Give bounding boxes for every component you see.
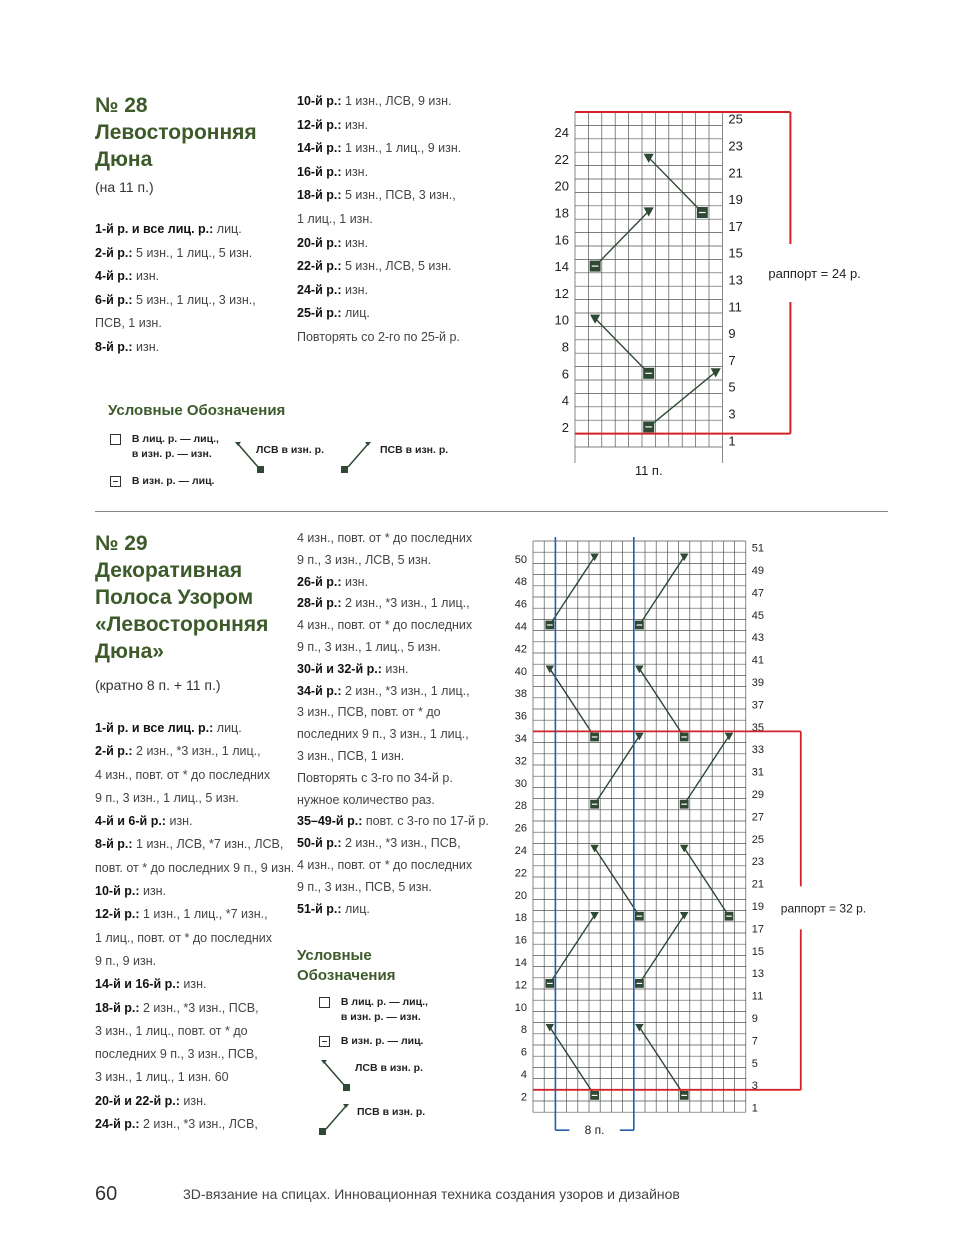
pattern-29-instructions-col2 [297, 528, 489, 920]
row-label: 25 [751, 833, 765, 846]
instruction-row-label: 50-й р.: [297, 836, 342, 851]
legend-29-knit-line1: В лиц. р. — лиц., [340, 996, 428, 1008]
row-label: 29 [751, 789, 765, 801]
instruction-row-label: 12-й р.: [95, 907, 140, 922]
purl-square-icon [319, 1036, 330, 1047]
row-label: 12 [554, 285, 569, 301]
row-label: 41 [751, 654, 765, 667]
instruction-row-text: 1 изн., 1 лиц., 9 изн. [341, 141, 462, 156]
instruction-row [297, 572, 489, 594]
instruction-row-text: лиц. [213, 222, 242, 236]
instruction-row-label: 22-й р.: [297, 259, 342, 274]
row-label: 14 [514, 957, 527, 969]
instruction-row-text: изн. [341, 574, 369, 589]
row-label: 7 [728, 352, 736, 368]
instruction-row-label: 30-й и 32-й р.: [297, 661, 382, 676]
row-label: 15 [728, 245, 743, 261]
instruction-row [95, 1020, 294, 1043]
row-label: 24 [514, 845, 527, 857]
instruction-row-text: 4 изн., повт. от * до последних [297, 531, 473, 545]
instruction-row-text: изн. [179, 1093, 207, 1108]
cross-line [639, 915, 684, 983]
row-label: 16 [554, 232, 569, 248]
instruction-row-label: 10-й р.: [95, 884, 140, 899]
legend-29-purl [319, 1034, 423, 1049]
instruction-row [95, 764, 294, 787]
instruction-row [297, 877, 489, 899]
instruction-row-label: 18-й р.: [297, 188, 342, 203]
instruction-row-text: 1 изн., ЛСВ, 9 изн. [341, 94, 452, 108]
instruction-row-label: 10-й р.: [297, 94, 342, 108]
pattern-28-number: № 28 [95, 94, 148, 117]
row-label: 22 [554, 151, 569, 167]
instruction-row-text: 1 лиц., 1 изн. [297, 211, 373, 226]
instruction-row-text: изн. [132, 339, 160, 354]
row-label: 24 [554, 125, 569, 141]
row-label: 42 [514, 643, 527, 656]
instruction-row [95, 880, 294, 903]
instruction-row-text: 5 изн., 1 лиц., 5 изн. [132, 245, 253, 260]
instruction-row [95, 833, 294, 856]
row-label: 4 [520, 1069, 527, 1081]
row-label: 17 [728, 218, 743, 234]
instruction-row [95, 218, 256, 242]
instruction-row-label: 2-й р.: [95, 245, 133, 260]
cross-line [550, 1027, 595, 1095]
instruction-row-label: 1-й р. и все лиц. р.: [95, 222, 214, 236]
instruction-row [297, 855, 489, 877]
lsv-symbol-icon [318, 1058, 358, 1094]
pattern-28-title-line1: Левосторонняя [95, 121, 257, 144]
instruction-row-text: Повторять с 3-го по 34-й р. [297, 770, 453, 785]
instruction-row [297, 161, 461, 185]
instruction-row-text: нужное количество раз. [297, 792, 435, 807]
row-label: 8 [561, 339, 569, 355]
instruction-row [95, 810, 294, 833]
row-label: 15 [751, 945, 765, 958]
pattern-29-number: № 29 [95, 532, 148, 555]
row-label: 5 [728, 379, 736, 395]
instruction-row [95, 289, 256, 313]
cross-line [639, 669, 684, 737]
row-label: 35 [751, 721, 765, 734]
instruction-row-text: изн. [139, 884, 167, 899]
legend-28-psv: ПСВ в изн. р. [380, 444, 449, 456]
row-label: 6 [561, 366, 569, 382]
row-label: 13 [751, 968, 765, 981]
instruction-row [297, 137, 461, 161]
row-label: 22 [514, 867, 527, 880]
pattern-28-legend-title: Условные Обозначения [108, 402, 286, 419]
instruction-row-label: 34-й р.: [297, 683, 342, 698]
instruction-row-text: изн. [165, 814, 193, 829]
row-label: 23 [751, 856, 765, 869]
pattern-29-instructions-col1 [95, 717, 294, 1136]
row-label: 18 [554, 205, 569, 221]
instruction-row-text: последних 9 п., 3 изн., ПСВ, [95, 1047, 258, 1062]
row-label: 49 [751, 565, 765, 577]
instruction-row-label: 35–49-й р.: [297, 814, 363, 829]
row-label: 4 [561, 393, 569, 409]
instruction-row [297, 637, 489, 659]
pattern-29-legend-title-line2: Обозначения [297, 967, 396, 984]
purl-square-icon [110, 476, 121, 487]
instruction-row-text: 5 изн., ЛСВ, 5 изн. [341, 259, 452, 274]
instruction-row-text: повт. от * до последних 9 п., 9 изн. [95, 860, 295, 875]
row-label: 21 [751, 878, 765, 891]
psv-symbol-icon [338, 440, 378, 476]
instruction-row-text: 4 изн., повт. от * до последних [297, 857, 473, 872]
cross-line [595, 736, 640, 804]
repeat-label: раппорт = 32 р. [780, 901, 867, 916]
instruction-row-label: 4-й р.: [95, 269, 133, 284]
row-label: 3 [751, 1080, 758, 1093]
instruction-row-label: 24-й р.: [297, 282, 342, 297]
instruction-row-text: 2 изн., *3 изн., 1 лиц., [341, 596, 470, 611]
instruction-row-text: 2 изн., *3 изн., 1 лиц., [341, 683, 470, 698]
instruction-row [95, 717, 294, 740]
instruction-row-label: 6-й р.: [95, 292, 133, 307]
row-label: 48 [514, 576, 527, 589]
instruction-row [297, 768, 489, 790]
row-label: 19 [751, 901, 765, 913]
pattern-29-chart [500, 530, 900, 1140]
instruction-row [297, 681, 489, 703]
cross-line [684, 848, 729, 916]
pattern-28-chart [540, 100, 900, 480]
instruction-row [297, 255, 461, 279]
row-label: 8 [520, 1024, 527, 1037]
cross-line [550, 557, 595, 625]
row-label: 44 [514, 621, 527, 633]
row-label: 2 [561, 419, 569, 435]
row-label: 23 [728, 138, 743, 154]
row-label: 17 [751, 923, 765, 936]
row-label: 25 [728, 111, 743, 127]
instruction-row-label: 20-й и 22-й р.: [95, 1093, 180, 1108]
instruction-row [297, 702, 489, 724]
instruction-row [95, 997, 294, 1020]
instruction-row-label: 20-й р.: [297, 235, 342, 250]
row-label: 43 [751, 632, 765, 645]
cross-line [595, 848, 640, 916]
instruction-row-text: изн. [132, 269, 160, 284]
instruction-row-text: 2 изн., *3 изн., 1 лиц., [132, 744, 261, 759]
row-label: 14 [554, 259, 569, 275]
instruction-row-text: изн. [341, 282, 369, 297]
instruction-row-text: 3 изн., 1 лиц., повт. от * до [95, 1023, 248, 1038]
instruction-row [95, 242, 256, 266]
row-label: 2 [520, 1091, 527, 1104]
pattern-29-title-line3: «Левосторонняя [95, 613, 269, 636]
instruction-row-text: изн. [381, 661, 409, 676]
instruction-row-text: изн. [341, 235, 369, 250]
row-label: 32 [514, 755, 527, 768]
instruction-row-text: Повторять со 2-го по 25-й р. [297, 329, 460, 344]
instruction-row-text: 2 изн., *3 изн., ПСВ, [341, 836, 461, 851]
instruction-row [95, 927, 294, 950]
row-label: 39 [751, 677, 765, 689]
instruction-row [297, 833, 489, 855]
instruction-row [297, 279, 461, 303]
instruction-row-text: 9 п., 3 изн., ПСВ, 5 изн. [297, 879, 432, 894]
legend-29-purl-label: В изн. р. — лиц. [340, 1035, 424, 1047]
instruction-row [297, 593, 489, 615]
instruction-row [95, 1043, 294, 1066]
legend-29-knit-line2: в изн. р. — изн. [340, 1011, 421, 1023]
psv-symbol-icon [316, 1102, 356, 1138]
instruction-row [95, 1090, 294, 1113]
instruction-row [297, 208, 461, 232]
instruction-row-label: 26-й р.: [297, 574, 342, 589]
instruction-row-label: 25-й р.: [297, 306, 342, 321]
legend-28-lsv: ЛСВ в изн. р. [256, 444, 325, 456]
row-label: 11 [728, 299, 742, 315]
cross-line [550, 669, 595, 737]
instruction-row-text: 9 п., 3 изн., ЛСВ, 5 изн. [297, 552, 432, 567]
cross-line [639, 1027, 684, 1095]
instruction-row-label: 14-й р.: [297, 141, 342, 156]
row-label: 13 [728, 272, 743, 288]
row-label: 34 [514, 733, 527, 745]
cross-end-triangle [711, 368, 721, 377]
instruction-row-text: 3 изн., 1 лиц., 1 изн. 60 [95, 1070, 229, 1085]
legend-28-purl-label: В изн. р. — лиц. [131, 475, 215, 487]
row-label: 30 [514, 777, 527, 790]
instruction-row-text: изн. [341, 117, 369, 132]
instruction-row-text: ПСВ, 1 изн. [95, 316, 162, 331]
instruction-row-text: 9 п., 3 изн., 1 лиц., 5 изн. [297, 639, 441, 654]
instruction-row [297, 528, 489, 550]
legend-28-knit [110, 432, 219, 462]
row-label: 5 [751, 1057, 758, 1070]
cross-line [684, 736, 729, 804]
instruction-row [297, 90, 461, 114]
pattern-28-instructions-col1 [95, 218, 256, 360]
instruction-row [297, 659, 489, 681]
chart-width-label: 11 п. [634, 463, 663, 478]
instruction-row-label: 8-й р.: [95, 339, 133, 354]
row-label: 38 [514, 688, 527, 701]
instruction-row [297, 724, 489, 746]
row-label: 6 [520, 1046, 527, 1059]
instruction-row [297, 615, 489, 637]
instruction-row [297, 899, 489, 921]
instruction-row-text: 2 изн., *3 изн., ПСВ, [139, 1000, 259, 1015]
instruction-row-label: 1-й р. и все лиц. р.: [95, 721, 214, 735]
instruction-row-label: 14-й и 16-й р.: [95, 977, 180, 992]
instruction-row-text: 4 изн., повт. от * до последних [95, 767, 271, 782]
instruction-row-label: 24-й р.: [95, 1117, 140, 1132]
instruction-row [95, 265, 256, 289]
pattern-28-title-line2: Дюна [95, 148, 153, 171]
instruction-row [95, 336, 256, 360]
section-divider [95, 511, 888, 512]
row-label: 20 [554, 178, 569, 194]
instruction-row [297, 114, 461, 138]
row-label: 19 [728, 192, 743, 208]
instruction-row-text: изн. [179, 977, 207, 992]
pattern-29-stitches: (кратно 8 п. + 11 п.) [95, 677, 221, 693]
pattern-29-title-line1: Декоративная [95, 559, 243, 582]
instruction-row-text: лиц. [341, 306, 370, 321]
row-label: 37 [751, 699, 765, 712]
instruction-row [297, 811, 489, 833]
instruction-row-text: лиц. [213, 721, 242, 735]
row-label: 31 [751, 766, 765, 779]
row-label: 10 [554, 312, 569, 328]
row-label: 51 [751, 542, 765, 555]
instruction-row [95, 1113, 294, 1136]
instruction-row [95, 857, 294, 880]
row-label: 20 [514, 889, 527, 902]
instruction-row-text: 9 п., 9 изн. [95, 953, 157, 968]
instruction-row-text: 3 изн., ПСВ, 1 изн. [297, 748, 405, 763]
row-label: 50 [514, 553, 527, 566]
instruction-row [297, 550, 489, 572]
row-label: 21 [728, 165, 743, 181]
pattern-28-stitches: (на 11 п.) [95, 179, 154, 195]
row-label: 9 [751, 1013, 758, 1025]
row-label: 3 [728, 406, 736, 422]
instruction-row-text: 1 изн., 1 лиц., *7 изн., [139, 907, 268, 922]
row-label: 45 [751, 609, 765, 622]
row-label: 7 [751, 1035, 758, 1048]
instruction-row [95, 903, 294, 926]
row-label: 26 [514, 822, 527, 835]
row-label: 11 [751, 990, 764, 1003]
instruction-row-text: 5 изн., ПСВ, 3 изн., [341, 188, 456, 203]
instruction-row-label: 18-й р.: [95, 1000, 140, 1015]
chart-width-label: 8 п. [584, 1123, 605, 1138]
row-label: 1 [728, 433, 736, 449]
row-label: 47 [751, 587, 765, 600]
legend-29-psv: ПСВ в изн. р. [357, 1106, 426, 1118]
instruction-row-text: повт. с 3-го по 17-й р. [362, 814, 489, 829]
instruction-row-text: 4 изн., повт. от * до последних [297, 618, 473, 633]
instruction-row [95, 1066, 294, 1089]
book-title: 3D-вязание на спицах. Инновационная техника создания узоров и дизайнов [183, 1186, 680, 1202]
instruction-row-text: 3 изн., ПСВ, повт. от * до [297, 705, 441, 720]
instruction-row-label: 4-й и 6-й р.: [95, 814, 166, 829]
instruction-row [297, 790, 489, 812]
instruction-row-label: 8-й р.: [95, 837, 133, 852]
instruction-row-text: 5 изн., 1 лиц., 3 изн., [132, 292, 256, 307]
row-label: 27 [751, 811, 765, 824]
instruction-row-text: лиц. [341, 901, 370, 916]
instruction-row [95, 740, 294, 763]
pattern-29-legend-title-line1: Условные [297, 947, 372, 964]
instruction-row [297, 232, 461, 256]
instruction-row-label: 51-й р.: [297, 901, 342, 916]
instruction-row-label: 12-й р.: [297, 117, 342, 132]
instruction-row-label: 28-й р.: [297, 596, 342, 611]
cross-line [550, 915, 595, 983]
legend-28-knit-line2: в изн. р. — изн. [131, 448, 212, 460]
page-number: 60 [95, 1183, 118, 1205]
pattern-29-legend-title [297, 946, 395, 986]
empty-square-icon [110, 434, 121, 445]
pattern-29-title-line4: Дюна» [95, 640, 164, 663]
instruction-row [95, 787, 294, 810]
instruction-row [95, 950, 294, 973]
cross-line [639, 557, 684, 625]
instruction-row-label: 2-й р.: [95, 744, 133, 759]
instruction-row-text: 2 изн., *3 изн., ЛСВ, [139, 1117, 258, 1132]
row-label: 40 [514, 665, 527, 678]
instruction-row-text: последних 9 п., 3 изн., 1 лиц., [297, 727, 469, 742]
empty-square-icon [319, 997, 330, 1008]
row-label: 46 [514, 598, 527, 611]
row-label: 9 [728, 326, 736, 342]
row-label: 33 [751, 744, 765, 757]
instruction-row-text: изн. [341, 164, 369, 179]
instruction-row [95, 312, 256, 336]
row-label: 36 [514, 710, 527, 723]
pattern-28-instructions-col2 [297, 90, 461, 350]
row-label: 28 [514, 800, 527, 813]
legend-29-knit [319, 995, 428, 1025]
pattern-29-title-line2: Полоса Узором [95, 586, 254, 609]
instruction-row [297, 302, 461, 326]
legend-28-purl [110, 474, 214, 489]
legend-28-knit-line1: В лиц. р. — лиц., [131, 433, 219, 445]
repeat-label: раппорт = 24 р. [768, 266, 861, 281]
instruction-row [297, 184, 461, 208]
legend-29-lsv: ЛСВ в изн. р. [355, 1062, 424, 1074]
instruction-row [297, 326, 461, 350]
instruction-row [297, 746, 489, 768]
row-label: 18 [514, 912, 527, 925]
row-label: 16 [514, 934, 527, 947]
instruction-row [95, 973, 294, 996]
row-label: 1 [751, 1102, 758, 1115]
instruction-row-text: 1 изн., ЛСВ, *7 изн., ЛСВ, [132, 837, 284, 852]
instruction-row-text: 1 лиц., повт. от * до последних [95, 930, 272, 945]
row-label: 12 [514, 979, 527, 992]
instruction-row-label: 16-й р.: [297, 164, 342, 179]
row-label: 10 [514, 1001, 527, 1014]
instruction-row-text: 9 п., 3 изн., 1 лиц., 5 изн. [95, 790, 239, 805]
